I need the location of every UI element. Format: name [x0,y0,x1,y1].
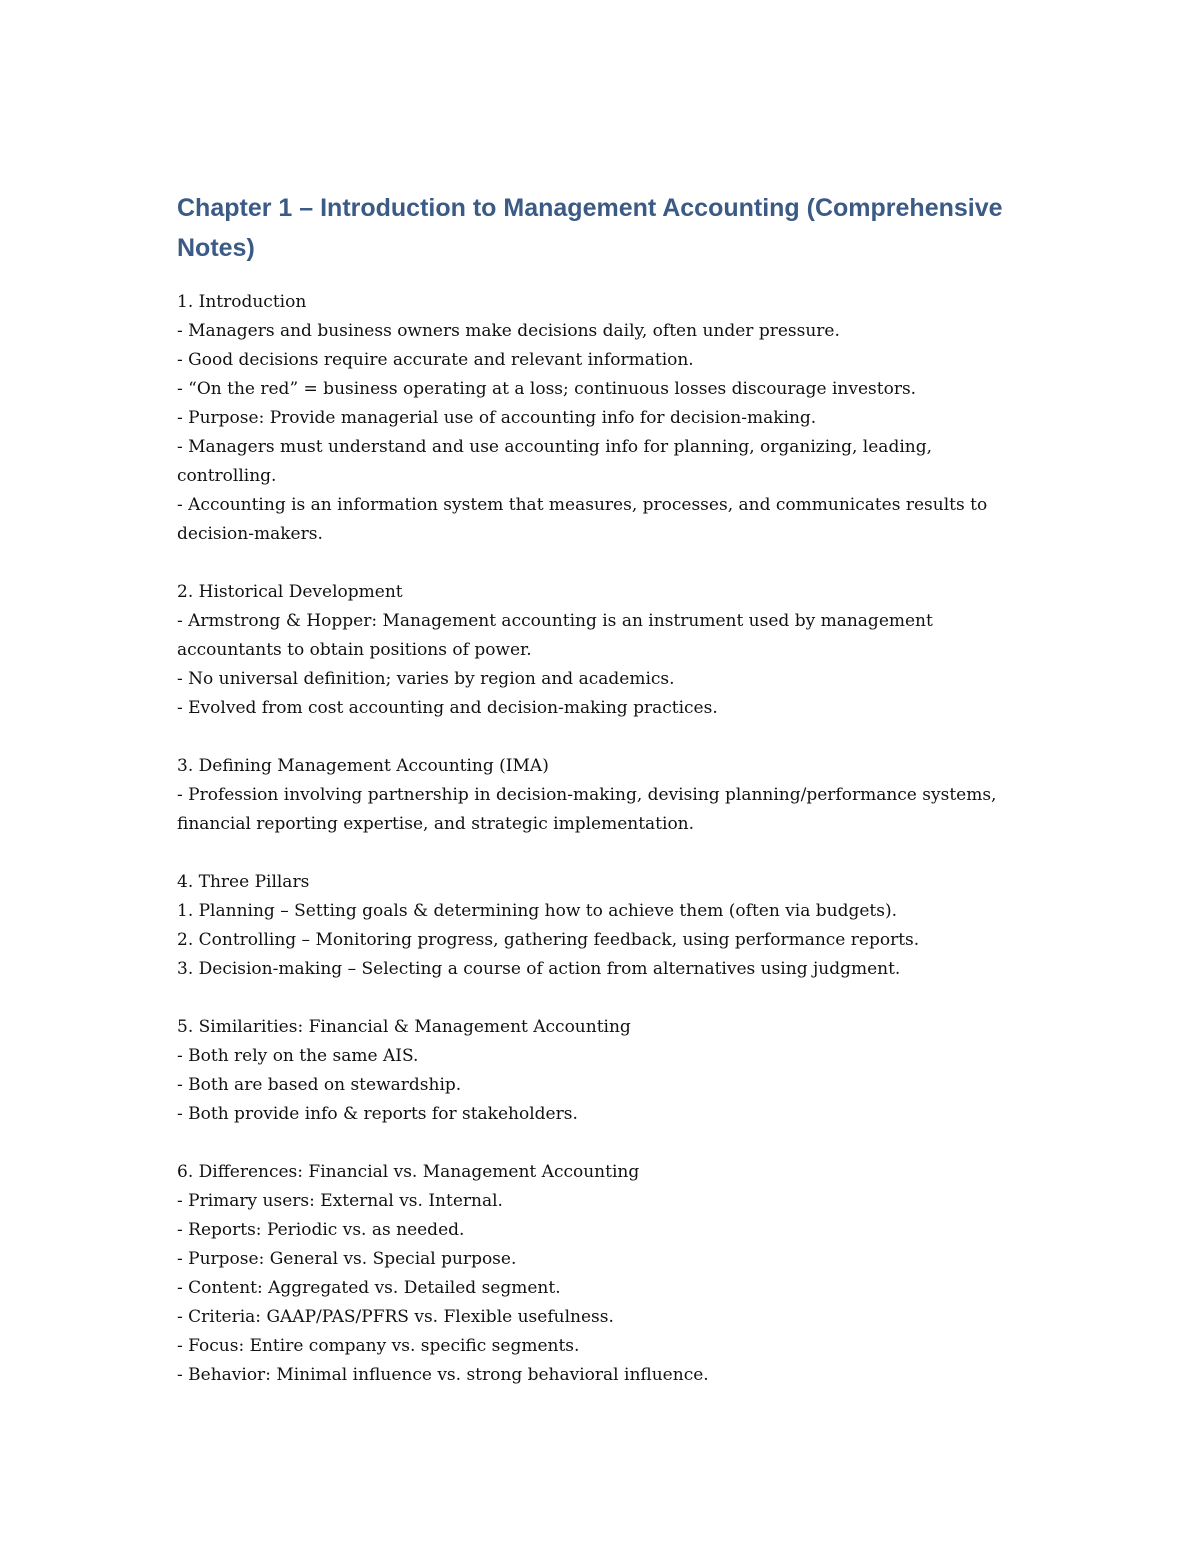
section-line: - Reports: Periodic vs. as needed. [177,1220,465,1240]
section-heading: 6. Differences: Financial vs. Management Accounting [177,1162,640,1182]
section-line: 1. Planning – Setting goals & determining how to achieve them (often via budgets). [177,901,898,921]
document-title: Chapter 1 – Introduction to Management Accounting (Comprehensive Notes) [177,194,1003,262]
section-line: - Purpose: General vs. Special purpose. [177,1249,517,1269]
section-line: - Managers must understand and use accounting info for planning, organizing, leading, controlling. [177,437,932,486]
section-historical-development [177,578,1027,723]
section-line: - Content: Aggregated vs. Detailed segment. [177,1278,561,1298]
section-line: 3. Decision-making – Selecting a course of action from alternatives using judgment. [177,959,901,979]
section-line: - Both provide info & reports for stakeholders. [177,1104,578,1124]
section-heading: 1. Introduction [177,292,307,312]
section-line: - Behavior: Minimal influence vs. strong behavioral influence. [177,1365,709,1385]
document-body [177,188,1027,1419]
section-line: - Profession involving partnership in decision-making, devising planning/performance systems, financial reporting expertise, and strategic implementation. [177,785,997,834]
section-line: 2. Controlling – Monitoring progress, gathering feedback, using performance reports. [177,930,920,950]
section-line: - Focus: Entire company vs. specific segments. [177,1336,580,1356]
section-heading: 2. Historical Development [177,582,403,602]
section-heading: 5. Similarities: Financial & Management Accounting [177,1017,631,1037]
section-line: - Criteria: GAAP/PAS/PFRS vs. Flexible usefulness. [177,1307,614,1327]
section-differences [177,1158,1027,1390]
section-line: - Managers and business owners make decisions daily, often under pressure. [177,321,840,341]
section-line: - Purpose: Provide managerial use of accounting info for decision-making. [177,408,817,428]
section-line: - Both are based on stewardship. [177,1075,462,1095]
section-line: - No universal definition; varies by region and academics. [177,669,675,689]
section-heading: 4. Three Pillars [177,872,310,892]
section-line: - Primary users: External vs. Internal. [177,1191,503,1211]
section-line: - “On the red” = business operating at a loss; continuous losses discourage investors. [177,379,917,399]
section-defining-management-accounting [177,752,1027,839]
section-line: - Accounting is an information system that measures, processes, and communicates results to decision-makers. [177,495,988,544]
section-heading: 3. Defining Management Accounting (IMA) [177,756,549,776]
section-line: - Evolved from cost accounting and decision-making practices. [177,698,718,718]
section-three-pillars [177,868,1027,984]
section-similarities [177,1013,1027,1129]
section-line: - Both rely on the same AIS. [177,1046,419,1066]
section-introduction [177,288,1027,549]
section-line: - Good decisions require accurate and relevant information. [177,350,694,370]
section-line: - Armstrong & Hopper: Management accounting is an instrument used by management accountants to obtain positions of power. [177,611,933,660]
